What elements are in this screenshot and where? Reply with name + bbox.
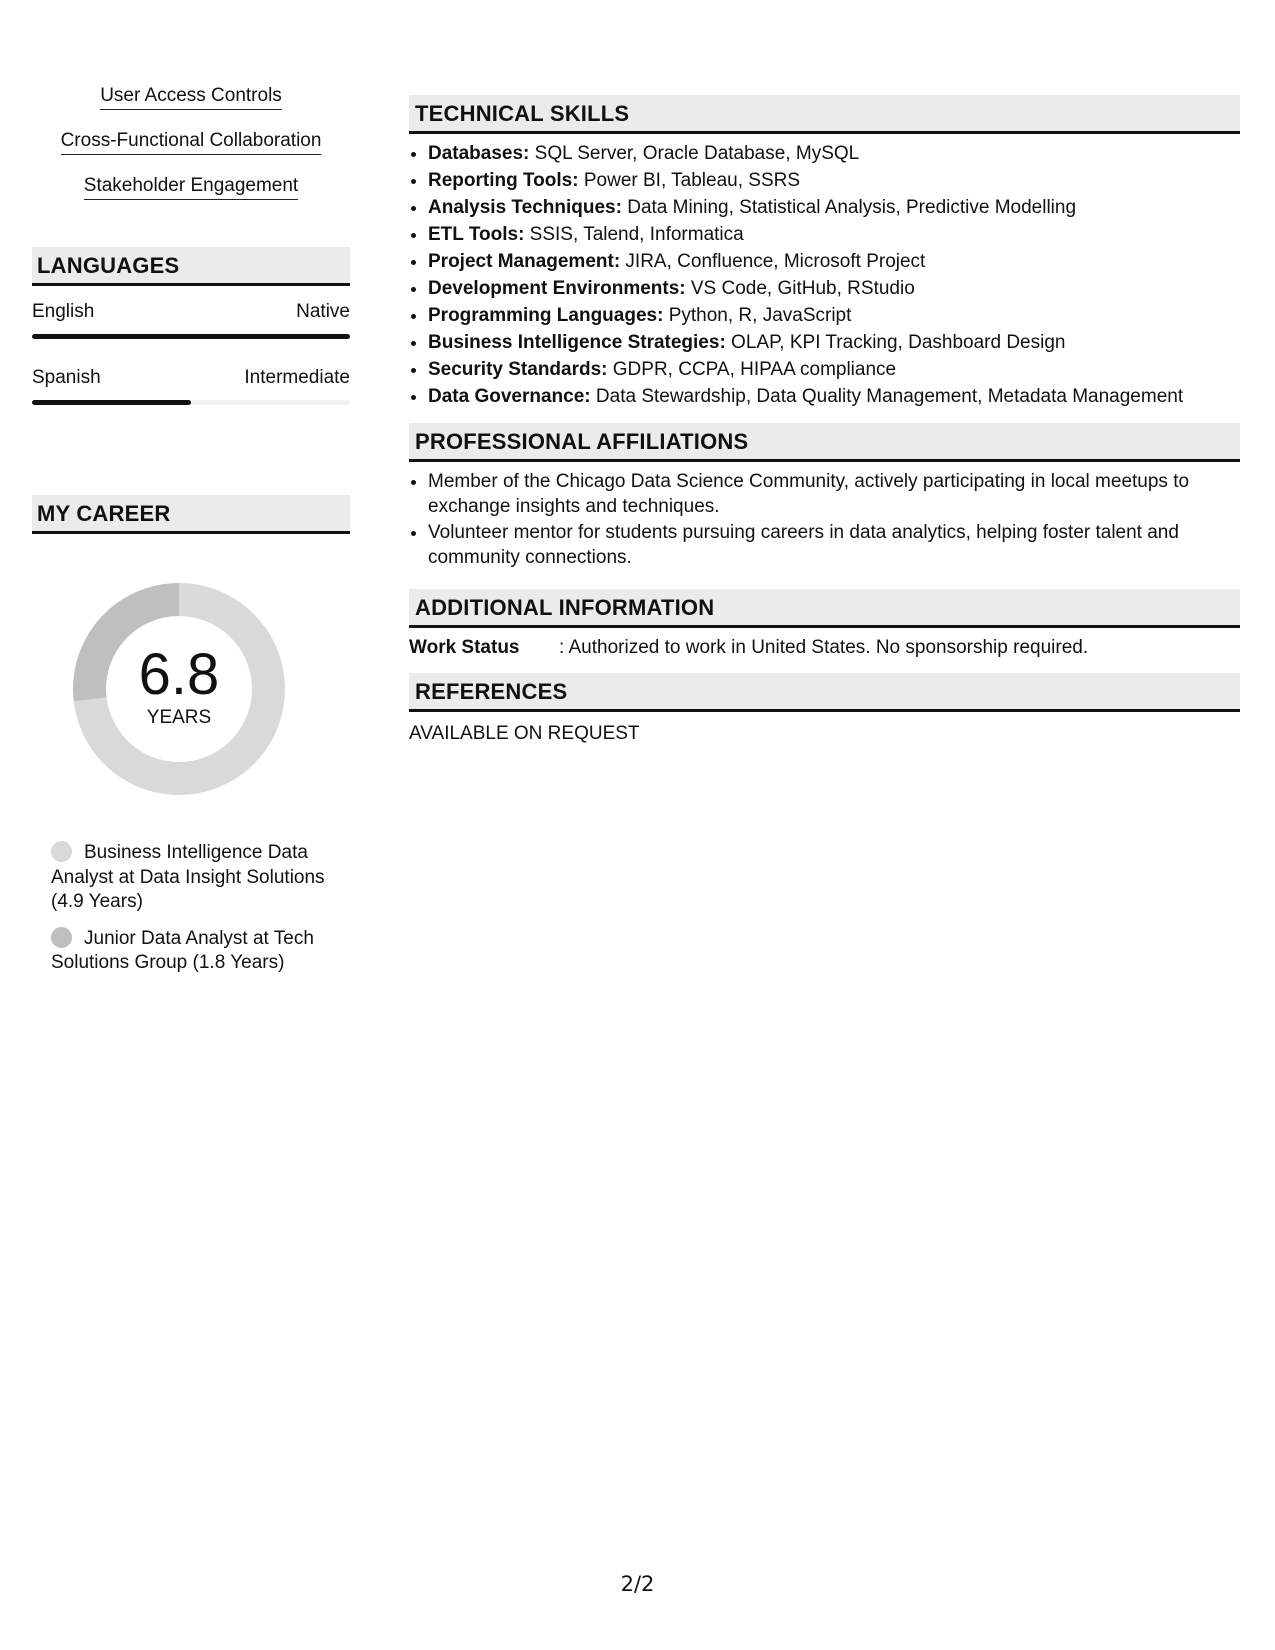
skill-category: Programming Languages: xyxy=(428,305,664,326)
skill-category: Project Management: xyxy=(428,251,621,272)
skill-tag: Stakeholder Engagement xyxy=(84,174,298,200)
legend-label: Business Intelligence Data Analyst at Data Insight Solutions (4.9 Years) xyxy=(51,842,325,912)
list-item: • Volunteer mentor for students pursuing careers in data analytics, helping foster talent and community connections. xyxy=(428,521,1240,570)
skill-category: Databases: xyxy=(428,143,530,164)
skill-tags xyxy=(32,84,350,219)
left-column xyxy=(32,84,350,988)
references-heading: REFERENCES xyxy=(409,673,1240,712)
list-item: • Member of the Chicago Data Science Community, actively participating in local meetups to exchange insights and techniques. xyxy=(428,470,1240,519)
affiliations-list xyxy=(409,470,1240,570)
skill-category: ETL Tools: xyxy=(428,224,525,245)
work-status-row xyxy=(409,636,1240,660)
language-name: English xyxy=(32,301,95,322)
list-item xyxy=(428,329,1240,356)
right-column xyxy=(409,95,1240,746)
skill-values: SQL Server, Oracle Database, MySQL xyxy=(529,143,860,164)
donut-center xyxy=(63,642,295,729)
work-status-value: : Authorized to work in United States. No sponsorship required. xyxy=(559,637,1089,658)
skill-values: VS Code, GitHub, RStudio xyxy=(685,278,915,299)
legend-item xyxy=(51,927,341,976)
career-heading: MY CAREER xyxy=(32,495,350,534)
language-row xyxy=(32,286,350,352)
technical-skills-list xyxy=(409,140,1240,410)
career-total-unit: YEARS xyxy=(146,707,212,728)
skill-values: Data Stewardship, Data Quality Management, Metadata Management xyxy=(590,386,1184,407)
list-item xyxy=(428,140,1240,167)
career-legend xyxy=(51,841,341,976)
work-status-label: Work Status xyxy=(409,637,520,658)
skill-values: OLAP, KPI Tracking, Dashboard Design xyxy=(725,332,1066,353)
list-item xyxy=(428,221,1240,248)
language-name: Spanish xyxy=(32,367,101,388)
language-level: Intermediate xyxy=(244,367,350,388)
affiliations-heading: PROFESSIONAL AFFILIATIONS xyxy=(409,423,1240,462)
language-proficiency-bar xyxy=(32,400,350,405)
skill-tag: User Access Controls xyxy=(100,84,282,110)
language-level: Native xyxy=(296,301,350,322)
language-proficiency-fill xyxy=(32,334,350,339)
legend-label: Junior Data Analyst at Tech Solutions Group (1.8 Years) xyxy=(51,927,314,973)
page-number: 2/2 xyxy=(620,1572,655,1596)
list-item xyxy=(428,275,1240,302)
list-item xyxy=(428,383,1240,410)
skill-values: SSIS, Talend, Informatica xyxy=(524,224,744,245)
list-item xyxy=(428,248,1240,275)
list-item xyxy=(428,356,1240,383)
technical-skills-heading: TECHNICAL SKILLS xyxy=(409,95,1240,134)
legend-dot-icon xyxy=(51,841,72,862)
skill-values: JIRA, Confluence, Microsoft Project xyxy=(620,251,926,272)
language-proficiency-fill xyxy=(32,400,191,405)
references-text: AVAILABLE ON REQUEST xyxy=(409,723,640,744)
career-total-years: 6.8 xyxy=(138,642,220,707)
skill-category: Security Standards: xyxy=(428,359,608,380)
list-item xyxy=(428,194,1240,221)
skill-category: Reporting Tools: xyxy=(428,170,579,191)
skill-category: Data Governance: xyxy=(428,386,591,407)
language-row xyxy=(32,352,350,418)
skill-values: Python, R, JavaScript xyxy=(663,305,852,326)
skill-category: Development Environments: xyxy=(428,278,686,299)
skill-category: Analysis Techniques: xyxy=(428,197,622,218)
language-proficiency-bar xyxy=(32,334,350,339)
list-item xyxy=(428,302,1240,329)
legend-dot-icon xyxy=(51,927,72,948)
skill-values: Data Mining, Statistical Analysis, Predictive Modelling xyxy=(621,197,1077,218)
additional-info-heading: ADDITIONAL INFORMATION xyxy=(409,589,1240,628)
skill-tag: Cross-Functional Collaboration xyxy=(61,129,322,155)
career-donut-chart xyxy=(63,573,295,805)
languages-heading: LANGUAGES xyxy=(32,247,350,286)
legend-item xyxy=(51,841,341,915)
skill-values: GDPR, CCPA, HIPAA compliance xyxy=(607,359,897,380)
skill-category: Business Intelligence Strategies: xyxy=(428,332,726,353)
skill-values: Power BI, Tableau, SSRS xyxy=(578,170,801,191)
list-item xyxy=(428,167,1240,194)
